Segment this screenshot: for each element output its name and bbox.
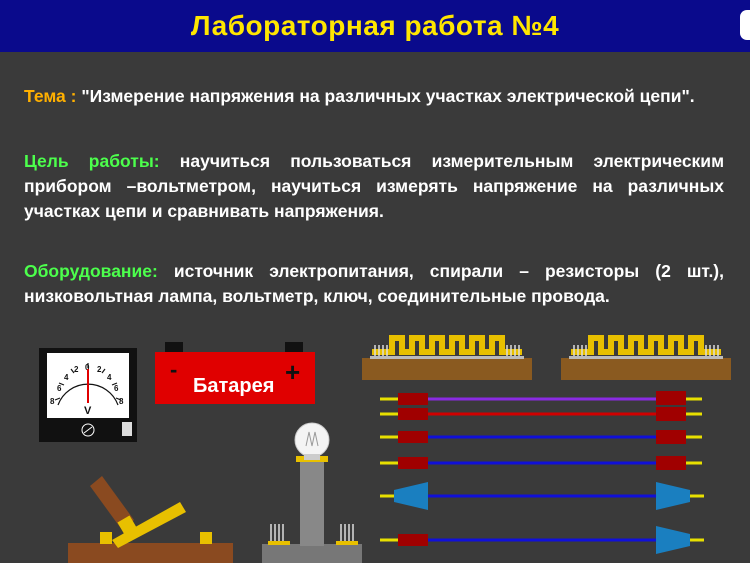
wire-blue — [380, 430, 702, 444]
topic-text: "Измерение напряжения на различных участках электрической цепи". — [76, 86, 695, 106]
wire-blue — [380, 456, 702, 470]
battery-minus: - — [170, 357, 178, 382]
wire-blue — [380, 526, 704, 554]
voltmeter-scale-2-left: 2 — [74, 365, 79, 374]
goal-label: Цель работы: — [24, 151, 160, 171]
resistor-icon — [561, 338, 731, 380]
page-title: Лабораторная работа №4 — [190, 10, 560, 41]
topic-label: Тема : — [24, 86, 77, 106]
voltmeter-scale-4-right: 4 — [107, 373, 112, 382]
equipment-text: источник электропитания, спирали – резисторы (2 шт.), низковольтная лампа, вольтметр, ключ, соединительные провода. — [24, 261, 724, 306]
lamp-icon — [262, 423, 362, 563]
voltmeter-scale-0: 0 — [85, 363, 90, 372]
connecting-wires — [380, 391, 704, 554]
battery-plus: + — [285, 357, 301, 387]
equipment-label: Оборудование: — [24, 261, 158, 281]
voltmeter-scale-6-right: 6 — [114, 384, 119, 393]
voltmeter-unit: V — [84, 405, 92, 417]
voltmeter-scale-8-right: 8 — [119, 397, 124, 406]
voltmeter-scale-4-left: 4 — [64, 373, 69, 382]
wire-blue — [380, 482, 704, 510]
voltmeter-icon — [39, 348, 137, 442]
battery-icon — [155, 342, 315, 404]
voltmeter-scale-6-left: 6 — [57, 384, 62, 393]
voltmeter-scale-2-right: 2 — [97, 365, 102, 374]
goal-text: научиться пользоваться измерительным электрическим прибором –вольтметром, научиться измерять напряжение на различных участках цепи и сравнивать напряжения. — [24, 151, 725, 221]
switch-icon — [68, 476, 233, 563]
resistor-icon — [362, 338, 532, 380]
battery-label: Батарея — [193, 375, 275, 397]
wire-red — [380, 407, 702, 421]
wire-purple — [380, 391, 702, 405]
voltmeter-scale-8-left: 8 — [50, 397, 55, 406]
